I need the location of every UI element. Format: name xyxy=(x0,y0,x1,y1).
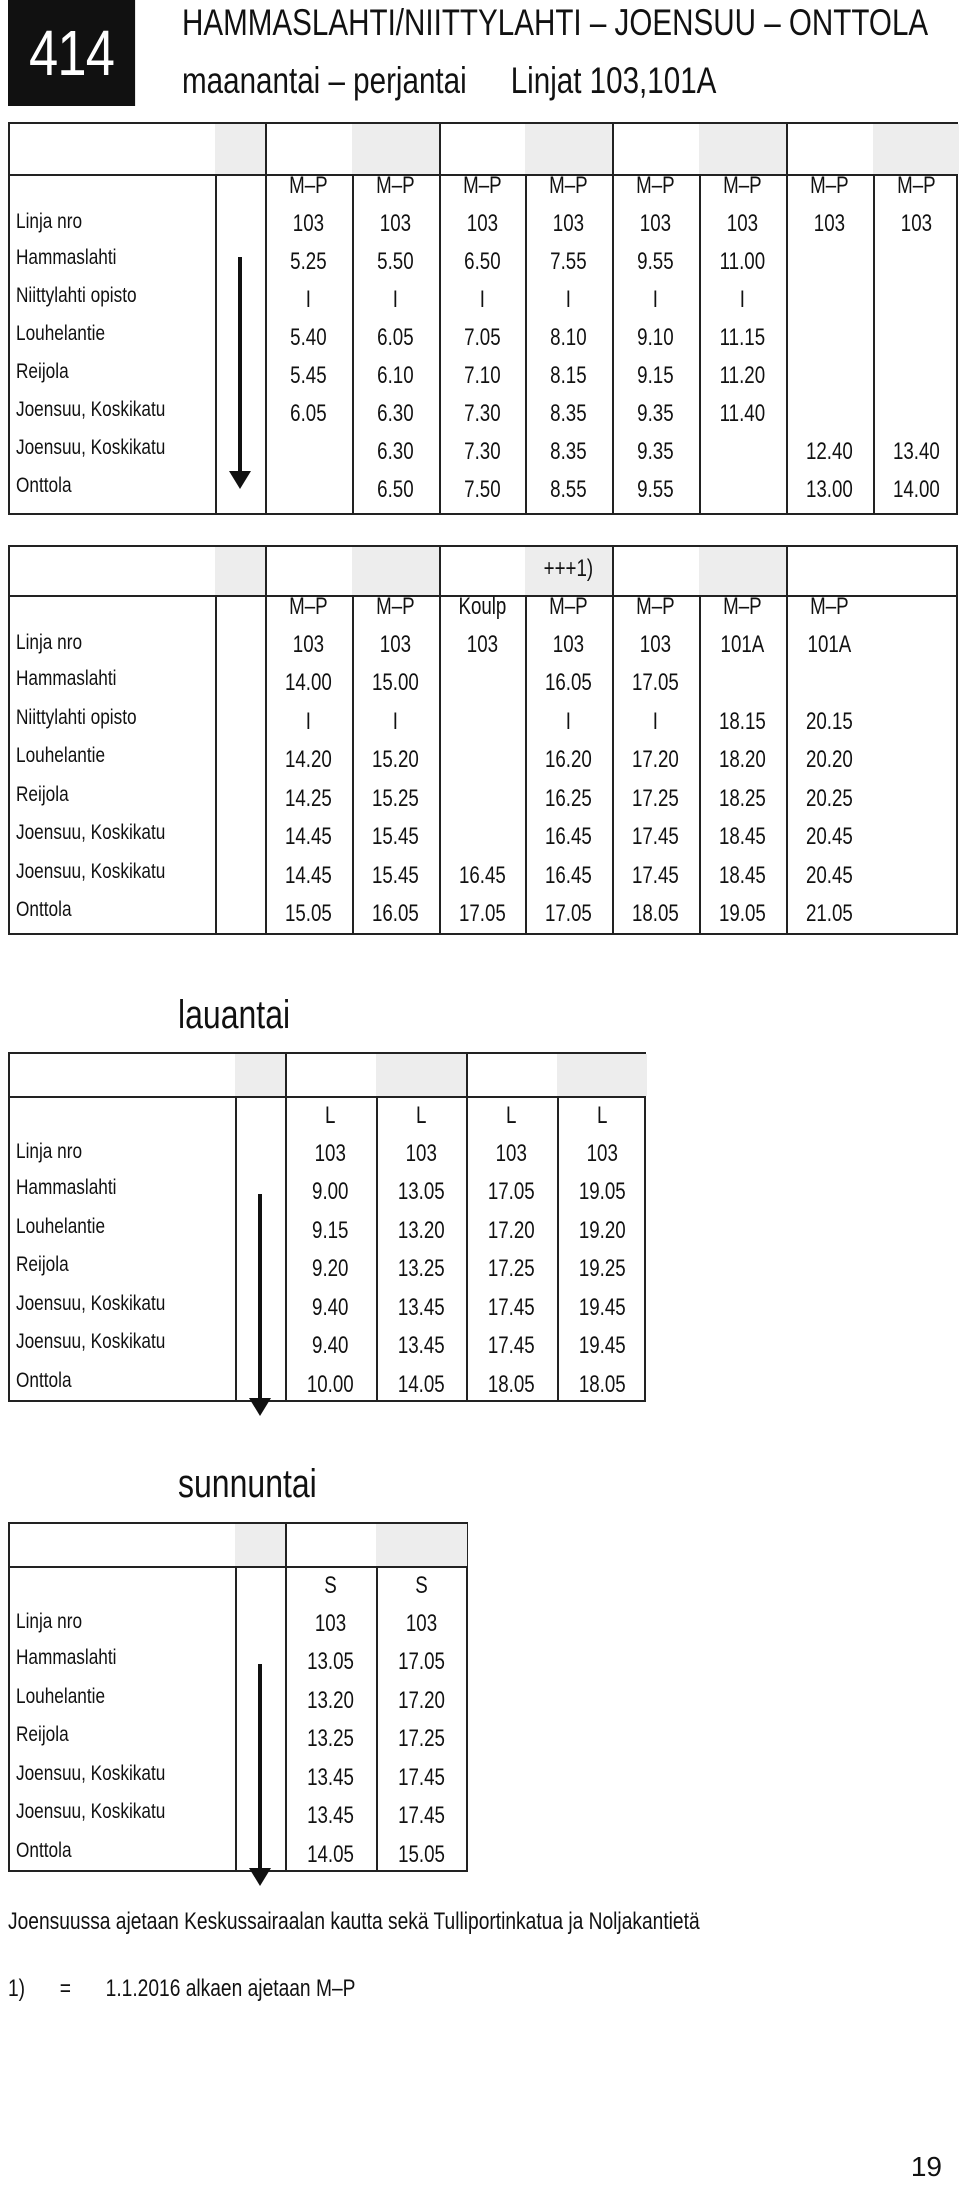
stop-name: Onttola xyxy=(16,1838,72,1862)
line-number-label: Linja nro xyxy=(16,1140,83,1163)
departure-time: 15.45 xyxy=(371,861,419,889)
departure-time: 13.45 xyxy=(397,1293,445,1321)
departure-time: 13.25 xyxy=(397,1255,445,1282)
departure-time: 19.05 xyxy=(578,1178,626,1205)
stop-name: Reijola xyxy=(16,360,69,383)
stop-name: Onttola xyxy=(16,1368,72,1392)
departure-time: I xyxy=(652,286,659,313)
departure-time: 19.25 xyxy=(578,1255,626,1282)
departure-time: I xyxy=(392,707,398,735)
day-type: M–P xyxy=(375,172,415,199)
service-lines: Linjat 103,101A xyxy=(510,60,717,101)
departure-time: 13.45 xyxy=(397,1332,445,1359)
departure-time: 16.45 xyxy=(545,861,593,889)
departure-time: 13.00 xyxy=(805,476,853,503)
departure-time: 15.05 xyxy=(284,900,332,927)
direction-arrow-icon xyxy=(258,1194,262,1402)
stop-name: Reijola xyxy=(16,1253,69,1276)
route-number: 414 xyxy=(28,17,115,89)
footnote-1 xyxy=(8,1975,355,2003)
line-number: 103 xyxy=(466,210,498,237)
departure-time: 14.00 xyxy=(284,669,332,696)
departure-time: 9.35 xyxy=(637,438,674,465)
stop-name: Joensuu, Koskikatu xyxy=(16,1291,166,1315)
departure-time: 7.55 xyxy=(550,248,588,275)
departure-time: 9.00 xyxy=(312,1178,349,1205)
line-number: 103 xyxy=(379,210,411,237)
day-type: M–P xyxy=(549,172,589,199)
line-number: 103 xyxy=(495,1140,527,1167)
departure-time: 18.20 xyxy=(718,746,766,773)
departure-time: 16.05 xyxy=(371,900,419,927)
stop-name: Joensuu, Koskikatu xyxy=(16,1800,166,1823)
route-title: HAMMASLAHTI/NIITTYLAHTI – JOENSUU – ONTTOLA xyxy=(182,2,929,43)
departure-time: 7.10 xyxy=(463,362,501,389)
departure-time: 20.25 xyxy=(805,784,853,812)
stop-name: Niittylahti opisto xyxy=(16,284,137,307)
day-type: L xyxy=(506,1102,517,1129)
day-type: L xyxy=(596,1102,607,1129)
line-number: 103 xyxy=(900,210,932,237)
departure-time: 17.05 xyxy=(545,900,593,927)
direction-column xyxy=(215,547,267,933)
day-type: M–P xyxy=(809,593,849,620)
stop-name: Joensuu, Koskikatu xyxy=(16,859,166,883)
timetable-saturday xyxy=(8,1052,646,1402)
departure-time: 20.20 xyxy=(805,746,853,773)
direction-arrow-icon xyxy=(238,257,242,475)
line-number: 103 xyxy=(639,210,672,237)
departure-time: I xyxy=(392,286,398,313)
day-type: M–P xyxy=(723,172,762,199)
departure-time: I xyxy=(566,707,572,735)
departure-time: 8.55 xyxy=(550,476,588,503)
departure-time: 9.35 xyxy=(637,400,674,427)
departure-time: 17.45 xyxy=(632,823,680,850)
departure-time: 19.45 xyxy=(578,1293,626,1321)
departure-time: 14.05 xyxy=(307,1840,354,1868)
departure-time: 18.15 xyxy=(718,707,766,735)
departure-time: 15.20 xyxy=(371,746,419,773)
departure-time: 17.45 xyxy=(487,1332,535,1359)
departure-time: 17.45 xyxy=(632,861,680,889)
stop-name: Reijola xyxy=(16,782,69,806)
header-divider xyxy=(10,1566,466,1568)
departure-time: 9.55 xyxy=(637,476,674,503)
departure-time: 7.05 xyxy=(463,324,501,351)
line-number-label: Linja nro xyxy=(16,1610,83,1633)
stop-name: Hammaslahti xyxy=(16,667,117,690)
departure-time: 9.40 xyxy=(312,1332,349,1359)
day-type: L xyxy=(325,1102,336,1129)
departure-time: 14.45 xyxy=(284,861,332,889)
day-type: M–P xyxy=(549,593,589,620)
day-type: S xyxy=(415,1572,428,1599)
stop-name: Joensuu, Koskikatu xyxy=(16,1761,166,1785)
stop-name: Hammaslahti xyxy=(16,246,117,269)
stop-name: Louhelantie xyxy=(16,1684,106,1708)
departure-time: 5.40 xyxy=(290,324,327,351)
day-type: M–P xyxy=(289,593,328,620)
header-divider xyxy=(10,1096,644,1098)
route-subtitle xyxy=(182,60,716,102)
departure-time: 17.20 xyxy=(487,1216,535,1244)
departure-time: 18.05 xyxy=(632,900,680,927)
departure-time: 21.05 xyxy=(805,900,853,927)
departure-time: 8.35 xyxy=(550,438,588,465)
line-number: 103 xyxy=(553,210,585,237)
departure-time: 7.30 xyxy=(463,438,501,465)
stop-name: Hammaslahti xyxy=(16,1176,117,1199)
departure-time: 16.45 xyxy=(545,823,593,850)
line-number: 103 xyxy=(314,1610,347,1637)
line-number: 103 xyxy=(379,631,411,658)
timetable-sunday xyxy=(8,1522,468,1872)
departure-time: 11.00 xyxy=(719,248,766,275)
departure-time: 9.15 xyxy=(312,1216,349,1244)
departure-time: 14.25 xyxy=(284,784,332,812)
departure-time: 17.25 xyxy=(487,1255,535,1282)
departure-time: I xyxy=(739,286,746,313)
departure-time: 15.25 xyxy=(371,784,419,812)
stop-name: Joensuu, Koskikatu xyxy=(16,398,166,421)
line-number-label: Linja nro xyxy=(16,631,83,654)
departure-time: 20.45 xyxy=(805,861,853,889)
departure-time: 13.45 xyxy=(307,1802,354,1829)
departure-time: 13.05 xyxy=(397,1178,445,1205)
departure-time: 14.20 xyxy=(284,746,332,773)
departure-time: 8.10 xyxy=(550,324,588,351)
departure-time: 6.50 xyxy=(376,476,414,503)
departure-time: 13.25 xyxy=(307,1725,354,1752)
departure-time: I xyxy=(305,707,312,735)
departure-time: 14.00 xyxy=(892,476,940,503)
departure-time: 9.15 xyxy=(637,362,674,389)
departure-time: 13.20 xyxy=(397,1216,445,1244)
timetable-weekday-afternoon xyxy=(8,545,958,935)
departure-time: 17.20 xyxy=(398,1686,445,1714)
departure-time: 14.05 xyxy=(397,1370,445,1398)
departure-time: 13.45 xyxy=(307,1763,354,1791)
departure-time: 6.50 xyxy=(463,248,501,275)
line-number: 103 xyxy=(292,210,325,237)
day-type: M–P xyxy=(289,172,328,199)
stop-name: Joensuu, Koskikatu xyxy=(16,436,166,459)
departure-time: 18.05 xyxy=(487,1370,535,1398)
departure-time: 15.45 xyxy=(371,823,419,850)
route-footnote: Joensuussa ajetaan Keskussairaalan kautta sekä Tulliportinkatua ja Noljakantietä xyxy=(8,1908,700,1935)
departure-time: 11.40 xyxy=(719,400,766,427)
departure-time: 18.45 xyxy=(718,861,766,889)
departure-time: 9.20 xyxy=(312,1255,349,1282)
departure-time: 11.15 xyxy=(719,324,766,351)
stop-name: Niittylahti opisto xyxy=(16,705,137,729)
line-number: 101A xyxy=(720,631,765,658)
stop-name: Joensuu, Koskikatu xyxy=(16,821,166,844)
page-number: 19 xyxy=(910,2151,942,2182)
day-type: S xyxy=(324,1572,337,1599)
day-type: L xyxy=(415,1102,426,1129)
departure-time: 7.30 xyxy=(463,400,501,427)
day-type: M–P xyxy=(636,593,675,620)
line-number: 103 xyxy=(405,1140,437,1167)
day-type: M–P xyxy=(809,172,849,199)
departure-time: 20.15 xyxy=(805,707,853,735)
column-note: +++1) xyxy=(544,555,594,582)
departure-time: 15.05 xyxy=(398,1840,445,1868)
departure-time: 19.05 xyxy=(718,900,766,927)
footnote-1-eq: = xyxy=(59,1975,71,2002)
departure-time: I xyxy=(566,286,572,313)
departure-time: 6.05 xyxy=(376,324,414,351)
line-number: 103 xyxy=(586,1140,618,1167)
line-number: 103 xyxy=(405,1610,438,1637)
departure-time: 8.15 xyxy=(550,362,588,389)
stop-name: Joensuu, Koskikatu xyxy=(16,1330,166,1353)
departure-time: 17.25 xyxy=(632,784,680,812)
stop-name: Louhelantie xyxy=(16,744,106,767)
stop-name: Louhelantie xyxy=(16,1214,106,1238)
day-type: M–P xyxy=(375,593,415,620)
departure-time: 7.50 xyxy=(463,476,501,503)
direction-arrow-icon xyxy=(258,1664,262,1872)
departure-time: I xyxy=(479,286,485,313)
departure-time: 17.20 xyxy=(632,746,680,773)
departure-time: 6.30 xyxy=(376,438,414,465)
departure-time: 13.40 xyxy=(892,438,940,465)
footnote-1-text: 1.1.2016 alkaen ajetaan M–P xyxy=(105,1975,356,2002)
departure-time: 18.05 xyxy=(578,1370,626,1398)
line-number: 103 xyxy=(813,210,845,237)
departure-time: 13.20 xyxy=(307,1686,354,1714)
line-number: 103 xyxy=(726,210,759,237)
departure-time: 18.25 xyxy=(718,784,766,812)
saturday-title: lauantai xyxy=(178,993,291,1037)
departure-time: 16.05 xyxy=(545,669,593,696)
departure-time: 6.05 xyxy=(290,400,327,427)
departure-time: 17.25 xyxy=(398,1725,445,1752)
departure-time: I xyxy=(305,286,312,313)
departure-time: 5.25 xyxy=(290,248,327,275)
departure-time: 18.45 xyxy=(718,823,766,850)
day-type: M–P xyxy=(636,172,675,199)
service-days: maanantai – perjantai xyxy=(182,60,467,101)
departure-time: 17.05 xyxy=(487,1178,535,1205)
departure-time: 11.20 xyxy=(719,362,766,389)
departure-time: 17.05 xyxy=(458,900,506,927)
departure-time: 13.05 xyxy=(307,1648,354,1675)
line-number: 103 xyxy=(466,631,498,658)
departure-time: 10.00 xyxy=(306,1370,354,1398)
sunday-title: sunnuntai xyxy=(178,1462,317,1506)
departure-time: 16.45 xyxy=(458,861,506,889)
departure-time: 9.40 xyxy=(312,1293,349,1321)
departure-time: 9.10 xyxy=(637,324,674,351)
departure-time: 17.45 xyxy=(398,1802,445,1829)
day-type: Koulp xyxy=(458,593,506,620)
line-number-label: Linja nro xyxy=(16,210,83,233)
stop-name: Hammaslahti xyxy=(16,1646,117,1669)
departure-time: 17.45 xyxy=(487,1293,535,1321)
departure-time: 14.45 xyxy=(284,823,332,850)
departure-time: 6.10 xyxy=(376,362,414,389)
line-number: 103 xyxy=(639,631,672,658)
departure-time: 12.40 xyxy=(805,438,853,465)
departure-time: I xyxy=(652,707,659,735)
departure-time: 17.45 xyxy=(398,1763,445,1791)
departure-time: 19.20 xyxy=(578,1216,626,1244)
footnote-1-key: 1) xyxy=(8,1975,26,2002)
stop-name: Reijola xyxy=(16,1723,69,1746)
stop-name: Louhelantie xyxy=(16,322,106,345)
departure-time: 17.05 xyxy=(632,669,680,696)
day-type: M–P xyxy=(462,172,502,199)
timetable-weekday-morning xyxy=(8,122,958,515)
line-number: 103 xyxy=(314,1140,346,1167)
departure-time: 8.35 xyxy=(550,400,588,427)
day-type: M–P xyxy=(896,172,936,199)
departure-time: 5.45 xyxy=(290,362,327,389)
departure-time: 20.45 xyxy=(805,823,853,850)
day-type: M–P xyxy=(723,593,762,620)
stop-name: Onttola xyxy=(16,474,72,497)
departure-time: 5.50 xyxy=(376,248,414,275)
line-number: 103 xyxy=(553,631,585,658)
departure-time: 19.45 xyxy=(578,1332,626,1359)
departure-time: 16.20 xyxy=(545,746,593,773)
line-number: 101A xyxy=(807,631,852,658)
departure-time: 16.25 xyxy=(545,784,593,812)
departure-time: 15.00 xyxy=(371,669,419,696)
route-number-badge xyxy=(8,0,135,106)
stop-name: Onttola xyxy=(16,898,72,921)
departure-time: 9.55 xyxy=(637,248,674,275)
departure-time: 6.30 xyxy=(376,400,414,427)
line-number: 103 xyxy=(292,631,325,658)
departure-time: 17.05 xyxy=(398,1648,445,1675)
